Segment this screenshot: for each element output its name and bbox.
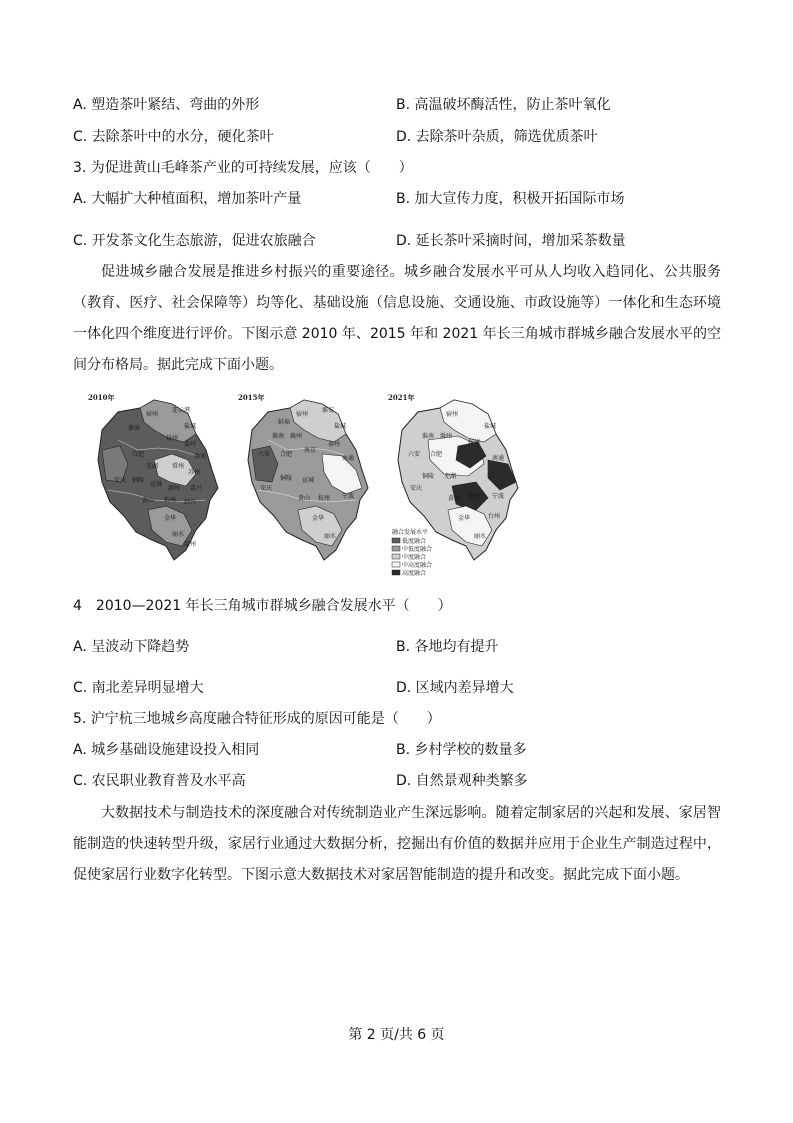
map-2010 [88, 393, 218, 560]
map-city-label: 安庆 [260, 485, 273, 492]
passage-big-data: 大数据技术与制造技术的深度融合对传统制造业产生深远影响。随着定制家居的兴起和发展、家居智能制造的快速转型升级，家居行业通过大数据分析，挖掘出有价值的数据并应用于企业生产制造过程中，促使家居行业数字化转型。下图示意大数据技术对家居智能制造的提升和改变。据此完成下面小题。 [73, 805, 721, 883]
page-footer: 第 2 页/共 6 页 [348, 1027, 445, 1043]
q4-option-a: A. 呈波动下降趋势 [73, 639, 190, 655]
q5-option-b: B. 乡村学校的数量多 [396, 742, 527, 758]
map-city-label: 滁州 [440, 433, 453, 440]
map-city-label: 合肥 [280, 451, 293, 458]
q3-stem: 3. 为促进黄山毛峰茶产业的可持续发展，应该（ ） [73, 160, 413, 176]
q4-option-d: D. 区域内差异增大 [396, 680, 514, 696]
map-2015-year: 2015年 [238, 393, 265, 402]
map-2021 [388, 393, 518, 577]
map-city-label: 宿州 [296, 411, 309, 418]
legend-swatch-midhigh [392, 562, 400, 567]
map-city-label: 金华 [458, 515, 471, 522]
map-city-label: 盐城 [334, 423, 347, 430]
map-city-label: 合肥 [132, 451, 145, 458]
map-2010-year: 2010年 [88, 393, 115, 402]
map-city-label: 南通 [342, 455, 355, 462]
legend-swatch-high [392, 570, 400, 575]
map-city-label: 宿州 [446, 411, 459, 418]
map-city-label: 泰州 [184, 441, 197, 448]
map-city-label: 南京 [304, 447, 317, 454]
map-city-label: 宿州 [146, 411, 159, 418]
map-city-label: 黄山 [448, 495, 461, 502]
map-city-label: 淮南 [128, 425, 141, 432]
map-city-label: 淮安 [322, 407, 335, 414]
q5-option-c: C. 农民职业教育普及水平高 [73, 773, 246, 789]
map-city-label: 连云港 [172, 407, 191, 414]
map-city-label: 盐城 [184, 423, 197, 430]
map-city-label: 绍兴 [184, 499, 197, 506]
map-city-label: 铜陵 [422, 473, 435, 480]
map-city-label: 芜湖 [146, 463, 159, 470]
legend-label-mid: 中度融合 [402, 554, 427, 561]
map-city-label: 黄山 [298, 495, 311, 502]
map-city-label: 合肥 [430, 451, 443, 458]
map-city-label: 嘉兴 [190, 485, 203, 492]
map-city-label: 六安 [408, 451, 421, 458]
q5-stem: 5. 沪宁杭三地城乡高度融合特征形成的原因可能是（ ） [73, 711, 441, 727]
map-city-label: 苏州 [188, 469, 201, 476]
map-city-label: 丽水 [474, 533, 487, 540]
map-city-label: 丽水 [172, 531, 185, 538]
q2-option-d: D. 去除茶叶杂质，筛选优质茶叶 [396, 129, 598, 145]
q4-stem: 4 2010—2021 年长三角城市群城乡融合发展水平（ ） [73, 598, 452, 614]
map-city-label: 温州 [184, 541, 197, 548]
map-city-label: 杭州 [164, 497, 177, 504]
map-city-label: 杭州 [468, 493, 481, 500]
legend-label-midhigh: 中高度融合 [402, 562, 433, 569]
legend-swatch-mid [392, 554, 400, 559]
passage-urban-rural: 促进城乡融合发展是推进乡村振兴的重要途径。城乡融合发展水平可从人均收入趋同化、公共服务（教育、医疗、社会保障等）均等化、基础设施（信息设施、交通设施、市政设施等）一体化和生态环境一体化四个维度进行评价。下图示意 2010 年、2015 年和 2021 年长三角城市群城乡融合发展水平的空间分布格局。据此完成下面小题。 [73, 264, 721, 373]
map-city-label: 黄山 [142, 497, 155, 504]
map-city-label: 淮南 [272, 433, 285, 440]
map-2021-year: 2021年 [388, 393, 415, 402]
map-city-label: 扬州 [468, 439, 481, 446]
map-city-label: 安庆 [114, 477, 127, 484]
q2-option-b: B. 高温破坏酶活性，防止茶叶氧化 [396, 97, 611, 113]
q3-option-a: A. 大幅扩大种植面积，增加茶叶产量 [73, 191, 302, 207]
map-city-label: 杭州 [318, 495, 331, 502]
map-city-label: 泰州 [328, 441, 341, 448]
q5-option-d: D. 自然景观种类繁多 [396, 773, 528, 789]
map-city-label: 宣城 [302, 477, 315, 484]
map-city-label: 淮南 [422, 433, 435, 440]
legend-swatch-low [392, 538, 400, 543]
legend-label-high: 高度融合 [402, 570, 427, 577]
q4-option-b: B. 各地均有提升 [396, 639, 499, 655]
map-city-label: 丽水 [324, 533, 337, 540]
map-city-label: 南通 [194, 453, 207, 460]
q4-option-c: C. 南北差异明显增大 [73, 680, 204, 696]
map-city-label: 宣城 [150, 481, 163, 488]
map-legend [392, 528, 432, 577]
map-city-label: 湖州 [168, 485, 181, 492]
q3-option-c: C. 开发茶文化生态旅游，促进农旅融合 [73, 233, 316, 249]
map-figure-svg [88, 390, 538, 580]
q3-option-d: D. 延长茶叶采摘时间，增加采茶数量 [396, 233, 626, 249]
map-city-label: 铜陵 [280, 475, 293, 482]
map-city-label: 安庆 [410, 485, 423, 492]
map-figure [88, 390, 538, 580]
map-city-label: 铜陵 [132, 477, 145, 484]
legend-swatch-midlow [392, 546, 400, 551]
map-city-label: 金华 [312, 515, 325, 522]
map-city-label: 六安 [258, 451, 271, 458]
q5-option-a: A. 城乡基础设施建设投入相同 [73, 742, 260, 758]
map-city-label: 滁州 [290, 433, 303, 440]
q2-option-c: C. 去除茶叶中的水分，硬化茶叶 [73, 129, 274, 145]
map-city-label: 金华 [164, 515, 177, 522]
map-city-label: 宁波 [342, 493, 355, 500]
legend-title: 融合发展水平 [392, 529, 429, 536]
map-city-label: 芜湖 [444, 473, 457, 480]
legend-label-low: 低度融合 [402, 538, 427, 545]
legend-label-midlow: 中低度融合 [402, 546, 433, 553]
map-city-label: 盐城 [484, 423, 497, 430]
map-city-label: 常州 [172, 463, 185, 470]
map-city-label: 台州 [488, 513, 501, 520]
map-city-label: 南通 [492, 455, 505, 462]
q2-option-a: A. 塑造茶叶紧结、弯曲的外形 [73, 97, 260, 113]
map-city-label: 宁波 [492, 493, 505, 500]
q3-option-b: B. 加大宣传力度，积极开拓国际市场 [396, 191, 625, 207]
map-city-label: 蚌埠 [278, 419, 291, 426]
map-city-label: 扬州 [166, 435, 179, 442]
map-2015 [238, 393, 368, 560]
